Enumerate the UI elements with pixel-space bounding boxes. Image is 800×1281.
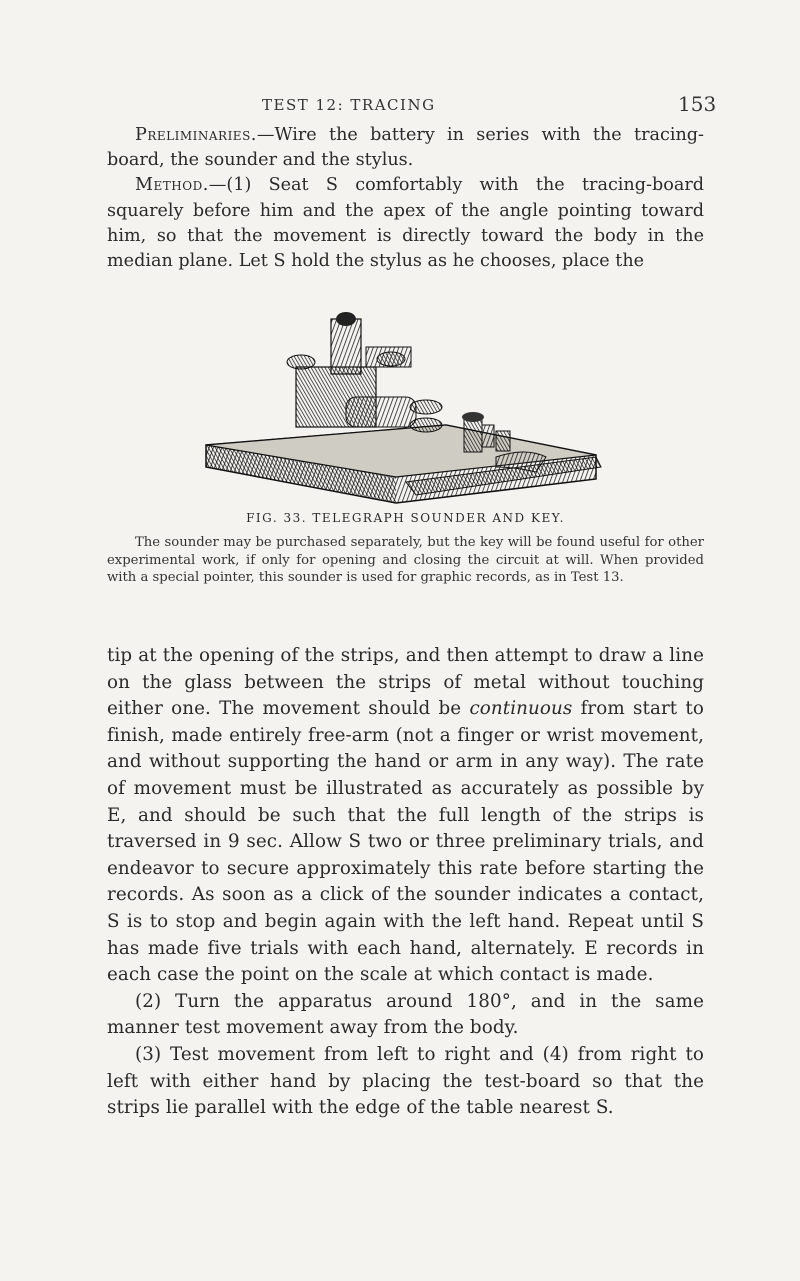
figure-note: The sounder may be purchased separately, but the key will be found useful for other experimental work, if only for opening and closing the circuit at will. When provided with a special pointer, this sounder is used for graphic records, as in Test 13. bbox=[107, 535, 704, 585]
telegraph-sounder-illustration bbox=[196, 307, 606, 507]
paragraph-2: (2) Turn the apparatus around 180°, and in the same manner test movement away from the body. bbox=[107, 990, 704, 1039]
running-head: TEST 12: TRACING bbox=[262, 96, 436, 114]
emphasis-continuous: continuous bbox=[469, 698, 573, 720]
paragraph-1 bbox=[107, 643, 704, 989]
method-text: —(1) Seat S comfortably with the tracing-board squarely before him and the apex of the angle pointing toward him, so that the movement is directly toward the body in the median plane. Let S hold the stylus as he chooses, place the bbox=[107, 175, 704, 272]
figure-caption: FIG. 33. TELEGRAPH SOUNDER AND KEY. bbox=[246, 511, 565, 525]
main-text bbox=[107, 643, 704, 1122]
preliminaries-text: —Wire the battery in series with the tracing-board, the sounder and the stylus. bbox=[107, 125, 704, 171]
paragraph-3: (3) Test movement from left to right and (4) from right to left with either hand by placing the test-board so that the strips lie parallel with the edge of the table nearest S. bbox=[107, 1043, 704, 1119]
method-label: Method. bbox=[135, 175, 209, 196]
preliminaries-paragraph bbox=[107, 123, 704, 173]
telegraph-sounder-drawing bbox=[196, 307, 606, 507]
method-paragraph bbox=[107, 173, 704, 274]
paragraph-1-part-b: from start to finish, made entirely free-arm (not a finger or wrist movement, and without supporting the hand or arm in any way). The rate of movement must be illustrated as accurately as possible by E, and should be such that the full length of the strips is traversed in 9 sec. Allow S two or three preliminary trials, and endeavor to secure approximately this rate before starting the records. As soon as a click of the sounder indicates a contact, S is to stop and begin again with the left hand. Repeat until S has made five trials with each hand, alternately. E records in each case the point on the scale at which contact is made. bbox=[107, 698, 704, 986]
preliminaries-label: Preliminaries. bbox=[135, 125, 257, 145]
paragraph-1-part-a: tip at the opening of the strips, and then attempt to draw a line on the glass between the strips of metal without touching either one. The movement should be bbox=[107, 645, 704, 720]
intro-text bbox=[107, 123, 704, 274]
page-number: 153 bbox=[678, 92, 717, 116]
